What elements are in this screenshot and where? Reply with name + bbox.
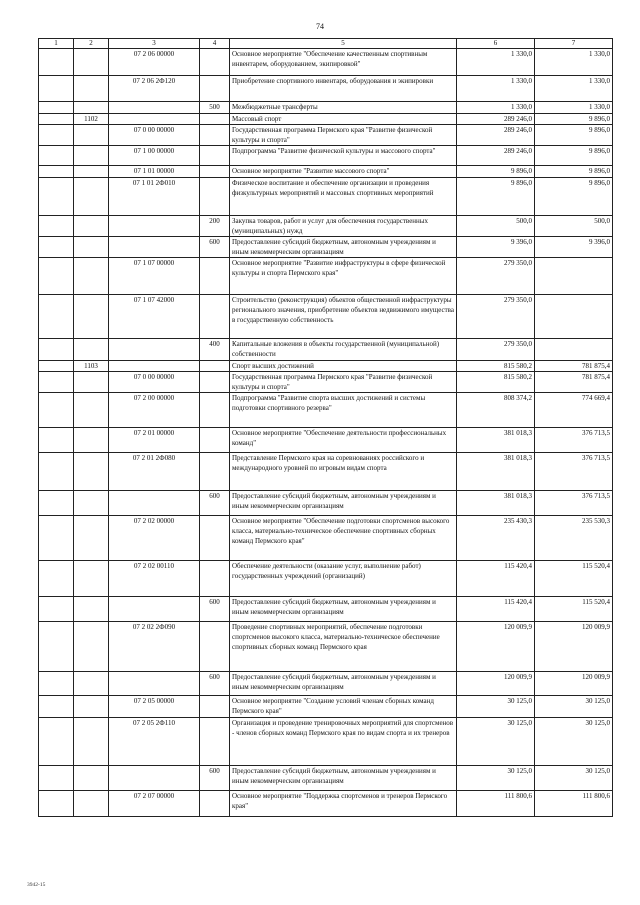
row-target-item-cell: 07 0 00 00000 xyxy=(109,372,200,393)
table-row xyxy=(39,125,613,146)
row-value-year1-cell: 279 350,0 xyxy=(457,339,535,361)
row-value-year2-cell xyxy=(535,295,613,339)
row-target-item-cell xyxy=(109,339,200,361)
row-expense-type-cell xyxy=(200,718,230,766)
row-value-year1-cell: 381 018,3 xyxy=(457,491,535,516)
row-value-year1-cell: 500,0 xyxy=(457,216,535,237)
row-subsection-cell xyxy=(74,372,109,393)
row-section-cell xyxy=(39,516,74,561)
row-subsection-cell xyxy=(74,146,109,166)
row-expense-type-cell xyxy=(200,49,230,76)
row-value-year2-cell: 120 009,9 xyxy=(535,672,613,696)
row-subsection-cell: 1102 xyxy=(74,114,109,125)
row-name-cell: Массовый спорт xyxy=(230,114,457,125)
table-row xyxy=(39,622,613,672)
row-target-item-cell xyxy=(109,672,200,696)
row-expense-type-cell xyxy=(200,453,230,491)
row-section-cell xyxy=(39,258,74,295)
row-section-cell xyxy=(39,237,74,258)
row-section-cell xyxy=(39,372,74,393)
row-value-year2-cell: 115 520,4 xyxy=(535,597,613,622)
row-target-item-cell xyxy=(109,102,200,114)
row-name-cell: Основное мероприятие "Поддержка спортсменов и тренеров Пермского края" xyxy=(230,791,457,817)
row-subsection-cell xyxy=(74,672,109,696)
row-target-item-cell xyxy=(109,766,200,791)
row-name-cell: Представление Пермского края на соревнованиях российского и международного уровней по игровым видам спорта xyxy=(230,453,457,491)
column-header: 7 xyxy=(535,39,613,49)
table-row xyxy=(39,516,613,561)
row-expense-type-cell xyxy=(200,258,230,295)
row-subsection-cell xyxy=(74,237,109,258)
row-value-year2-cell: 9 896,0 xyxy=(535,178,613,216)
row-subsection-cell xyxy=(74,428,109,453)
row-name-cell: Основное мероприятие "Обеспечение деятельности профессиональных команд" xyxy=(230,428,457,453)
table-row xyxy=(39,791,613,817)
row-target-item-cell: 07 1 07 00000 xyxy=(109,258,200,295)
row-subsection-cell xyxy=(74,561,109,597)
table-row xyxy=(39,114,613,125)
row-expense-type-cell xyxy=(200,696,230,718)
row-value-year1-cell: 279 350,0 xyxy=(457,258,535,295)
row-expense-type-cell: 500 xyxy=(200,102,230,114)
row-section-cell xyxy=(39,166,74,178)
row-value-year1-cell: 115 420,4 xyxy=(457,561,535,597)
row-value-year2-cell: 9 896,0 xyxy=(535,146,613,166)
row-value-year1-cell: 279 350,0 xyxy=(457,295,535,339)
column-header: 4 xyxy=(200,39,230,49)
row-value-year2-cell: 376 713,5 xyxy=(535,453,613,491)
table-row xyxy=(39,146,613,166)
row-value-year1-cell: 381 018,3 xyxy=(457,428,535,453)
row-target-item-cell xyxy=(109,114,200,125)
row-value-year2-cell: 9 896,0 xyxy=(535,125,613,146)
row-section-cell xyxy=(39,216,74,237)
row-name-cell: Предоставление субсидий бюджетным, автономным учреждениям и иным некоммерческим организациям xyxy=(230,766,457,791)
row-name-cell: Основное мероприятие "Развитие массового спорта" xyxy=(230,166,457,178)
row-target-item-cell xyxy=(109,361,200,372)
row-subsection-cell xyxy=(74,102,109,114)
row-section-cell xyxy=(39,339,74,361)
row-section-cell xyxy=(39,428,74,453)
row-subsection-cell xyxy=(74,178,109,216)
row-expense-type-cell xyxy=(200,295,230,339)
table-row xyxy=(39,361,613,372)
row-name-cell: Закупка товаров, работ и услуг для обеспечения государственных (муниципальных) нужд xyxy=(230,216,457,237)
row-section-cell xyxy=(39,295,74,339)
table-row xyxy=(39,295,613,339)
row-value-year1-cell: 1 330,0 xyxy=(457,49,535,76)
row-expense-type-cell xyxy=(200,125,230,146)
row-value-year2-cell: 774 669,4 xyxy=(535,393,613,428)
row-name-cell: Предоставление субсидий бюджетным, автономным учреждениям и иным некоммерческим организациям xyxy=(230,237,457,258)
table-row xyxy=(39,237,613,258)
row-subsection-cell xyxy=(74,622,109,672)
row-name-cell: Государственная программа Пермского края "Развитие физической культуры и спорта" xyxy=(230,125,457,146)
row-section-cell xyxy=(39,718,74,766)
row-subsection-cell xyxy=(74,295,109,339)
row-name-cell: Основное мероприятие "Создание условий членам сборных команд Пермского края" xyxy=(230,696,457,718)
row-value-year2-cell: 376 713,5 xyxy=(535,428,613,453)
row-value-year2-cell: 1 330,0 xyxy=(535,102,613,114)
row-name-cell: Подпрограмма "Развитие физической культуры и массового спорта" xyxy=(230,146,457,166)
table-row xyxy=(39,696,613,718)
row-expense-type-cell xyxy=(200,561,230,597)
row-value-year1-cell: 815 580,2 xyxy=(457,372,535,393)
row-value-year1-cell: 9 896,0 xyxy=(457,178,535,216)
row-value-year2-cell: 30 125,0 xyxy=(535,766,613,791)
row-subsection-cell xyxy=(74,339,109,361)
row-value-year1-cell: 120 009,9 xyxy=(457,622,535,672)
row-value-year1-cell: 120 009,9 xyxy=(457,672,535,696)
row-value-year2-cell: 1 330,0 xyxy=(535,49,613,76)
row-subsection-cell xyxy=(74,718,109,766)
row-name-cell: Строительство (реконструкция) объектов общественной инфраструктуры регионального значения, приобретение объектов недвижимого имущества в государственную собственность xyxy=(230,295,457,339)
row-section-cell xyxy=(39,361,74,372)
row-section-cell xyxy=(39,597,74,622)
row-name-cell: Обеспечение деятельности (оказание услуг, выполнение работ) государственных учреждений (организаций) xyxy=(230,561,457,597)
table-row xyxy=(39,178,613,216)
row-expense-type-cell: 400 xyxy=(200,339,230,361)
row-subsection-cell xyxy=(74,453,109,491)
row-target-item-cell: 07 0 00 00000 xyxy=(109,125,200,146)
row-section-cell xyxy=(39,49,74,76)
row-target-item-cell: 07 2 06 00000 xyxy=(109,49,200,76)
row-value-year2-cell: 500,0 xyxy=(535,216,613,237)
row-expense-type-cell: 600 xyxy=(200,766,230,791)
row-target-item-cell: 07 2 06 2Ф120 xyxy=(109,76,200,102)
table-row xyxy=(39,216,613,237)
table-row xyxy=(39,766,613,791)
row-target-item-cell: 07 1 07 42000 xyxy=(109,295,200,339)
row-expense-type-cell xyxy=(200,146,230,166)
column-header: 6 xyxy=(457,39,535,49)
row-name-cell: Предоставление субсидий бюджетным, автономным учреждениям и иным некоммерческим организациям xyxy=(230,491,457,516)
row-expense-type-cell xyxy=(200,622,230,672)
row-section-cell xyxy=(39,146,74,166)
table-row xyxy=(39,718,613,766)
table-row xyxy=(39,372,613,393)
row-expense-type-cell: 600 xyxy=(200,597,230,622)
row-value-year1-cell: 1 330,0 xyxy=(457,76,535,102)
row-section-cell xyxy=(39,453,74,491)
row-name-cell: Предоставление субсидий бюджетным, автономным учреждениям и иным некоммерческим организациям xyxy=(230,672,457,696)
row-subsection-cell xyxy=(74,696,109,718)
row-value-year2-cell: 1 330,0 xyxy=(535,76,613,102)
row-expense-type-cell xyxy=(200,372,230,393)
row-name-cell: Основное мероприятие "Обеспечение качественным спортивным инвентарем, оборудованием, экипировкой" xyxy=(230,49,457,76)
row-value-year1-cell: 235 430,3 xyxy=(457,516,535,561)
row-expense-type-cell: 600 xyxy=(200,491,230,516)
row-value-year2-cell xyxy=(535,258,613,295)
row-expense-type-cell xyxy=(200,76,230,102)
row-expense-type-cell: 600 xyxy=(200,237,230,258)
row-target-item-cell: 07 1 01 2Ф010 xyxy=(109,178,200,216)
column-header: 2 xyxy=(74,39,109,49)
row-value-year1-cell: 30 125,0 xyxy=(457,718,535,766)
row-target-item-cell: 07 2 02 2Ф090 xyxy=(109,622,200,672)
column-header: 1 xyxy=(39,39,74,49)
row-value-year1-cell: 9 896,0 xyxy=(457,166,535,178)
row-target-item-cell: 07 2 02 00110 xyxy=(109,561,200,597)
row-subsection-cell xyxy=(74,166,109,178)
row-name-cell: Государственная программа Пермского края "Развитие физической культуры и спорта" xyxy=(230,372,457,393)
row-name-cell: Предоставление субсидий бюджетным, автономным учреждениям и иным некоммерческим организациям xyxy=(230,597,457,622)
table-row xyxy=(39,102,613,114)
row-value-year2-cell: 9 896,0 xyxy=(535,114,613,125)
row-section-cell xyxy=(39,491,74,516)
row-value-year1-cell: 289 246,0 xyxy=(457,146,535,166)
row-subsection-cell xyxy=(74,76,109,102)
row-target-item-cell xyxy=(109,597,200,622)
row-value-year2-cell: 30 125,0 xyxy=(535,696,613,718)
row-value-year1-cell: 115 420,4 xyxy=(457,597,535,622)
table-header-row xyxy=(39,39,613,49)
row-expense-type-cell xyxy=(200,178,230,216)
table-row xyxy=(39,166,613,178)
row-target-item-cell: 07 2 05 00000 xyxy=(109,696,200,718)
row-subsection-cell xyxy=(74,125,109,146)
row-target-item-cell xyxy=(109,216,200,237)
row-subsection-cell xyxy=(74,597,109,622)
row-value-year2-cell: 376 713,5 xyxy=(535,491,613,516)
row-section-cell xyxy=(39,766,74,791)
row-value-year2-cell: 111 800,6 xyxy=(535,791,613,817)
table-row xyxy=(39,597,613,622)
row-expense-type-cell: 600 xyxy=(200,672,230,696)
table-row xyxy=(39,453,613,491)
row-value-year1-cell: 9 396,0 xyxy=(457,237,535,258)
row-target-item-cell: 07 2 07 00000 xyxy=(109,791,200,817)
row-subsection-cell xyxy=(74,766,109,791)
row-value-year2-cell: 9 396,0 xyxy=(535,237,613,258)
column-header: 5 xyxy=(230,39,457,49)
table-row xyxy=(39,339,613,361)
row-name-cell: Основное мероприятие "Развитие инфраструктуры в сфере физической культуры и спорта Пермского края" xyxy=(230,258,457,295)
row-section-cell xyxy=(39,76,74,102)
row-section-cell xyxy=(39,672,74,696)
row-expense-type-cell xyxy=(200,516,230,561)
row-target-item-cell: 07 2 00 00000 xyxy=(109,393,200,428)
row-value-year2-cell: 781 875,4 xyxy=(535,361,613,372)
row-section-cell xyxy=(39,114,74,125)
row-value-year1-cell: 815 580,2 xyxy=(457,361,535,372)
row-name-cell: Подпрограмма "Развитие спорта высших достижений и системы подготовки спортивного резерва" xyxy=(230,393,457,428)
row-subsection-cell xyxy=(74,216,109,237)
row-subsection-cell xyxy=(74,491,109,516)
row-subsection-cell xyxy=(74,258,109,295)
row-name-cell: Капитальные вложения в объекты государственной (муниципальной) собственности xyxy=(230,339,457,361)
row-subsection-cell xyxy=(74,791,109,817)
row-name-cell: Основное мероприятие "Обеспечение подготовки спортсменов высокого класса, материально-техническое обеспечение спортивных сборных команд Пермского края" xyxy=(230,516,457,561)
row-target-item-cell: 07 2 02 00000 xyxy=(109,516,200,561)
row-value-year2-cell: 120 009,9 xyxy=(535,622,613,672)
column-header: 3 xyxy=(109,39,200,49)
row-value-year1-cell: 289 246,0 xyxy=(457,114,535,125)
row-value-year1-cell: 289 246,0 xyxy=(457,125,535,146)
row-target-item-cell: 07 1 01 00000 xyxy=(109,166,200,178)
row-value-year2-cell: 115 520,4 xyxy=(535,561,613,597)
row-section-cell xyxy=(39,178,74,216)
row-value-year1-cell: 1 330,0 xyxy=(457,102,535,114)
row-expense-type-cell xyxy=(200,393,230,428)
budget-table xyxy=(38,38,613,817)
row-value-year2-cell xyxy=(535,339,613,361)
table-row xyxy=(39,49,613,76)
row-subsection-cell xyxy=(74,49,109,76)
row-target-item-cell xyxy=(109,237,200,258)
row-section-cell xyxy=(39,393,74,428)
row-section-cell xyxy=(39,622,74,672)
row-subsection-cell xyxy=(74,393,109,428)
table-row xyxy=(39,393,613,428)
row-value-year2-cell: 9 896,0 xyxy=(535,166,613,178)
row-target-item-cell: 07 2 01 00000 xyxy=(109,428,200,453)
table-row xyxy=(39,672,613,696)
row-name-cell: Физическое воспитание и обеспечение организации и проведения физкультурных мероприятий и массовых спортивных мероприятий xyxy=(230,178,457,216)
row-value-year1-cell: 381 018,3 xyxy=(457,453,535,491)
table-row xyxy=(39,258,613,295)
row-expense-type-cell: 200 xyxy=(200,216,230,237)
row-target-item-cell: 07 2 01 2Ф080 xyxy=(109,453,200,491)
row-expense-type-cell xyxy=(200,361,230,372)
row-value-year2-cell: 30 125,0 xyxy=(535,718,613,766)
row-expense-type-cell xyxy=(200,114,230,125)
row-value-year2-cell: 235 530,3 xyxy=(535,516,613,561)
row-section-cell xyxy=(39,102,74,114)
row-section-cell xyxy=(39,791,74,817)
row-expense-type-cell xyxy=(200,428,230,453)
row-section-cell xyxy=(39,696,74,718)
row-expense-type-cell xyxy=(200,166,230,178)
row-target-item-cell: 07 2 05 2Ф110 xyxy=(109,718,200,766)
row-name-cell: Организация и проведение тренировочных мероприятий для спортсменов - членов сборных команд Пермского края по видам спорта и их тренеров xyxy=(230,718,457,766)
row-subsection-cell xyxy=(74,516,109,561)
table-row xyxy=(39,428,613,453)
table-row xyxy=(39,491,613,516)
row-name-cell: Проведение спортивных мероприятий, обеспечение подготовки спортсменов высокого класса, материально-техническое обеспечение спортивных сборных команд Пермского края xyxy=(230,622,457,672)
row-value-year1-cell: 808 374,2 xyxy=(457,393,535,428)
row-name-cell: Приобретение спортивного инвентаря, оборудования и экипировки xyxy=(230,76,457,102)
table-row xyxy=(39,561,613,597)
row-subsection-cell: 1103 xyxy=(74,361,109,372)
row-expense-type-cell xyxy=(200,791,230,817)
document-code: 3942-15 xyxy=(27,882,46,888)
row-value-year2-cell: 781 875,4 xyxy=(535,372,613,393)
row-value-year1-cell: 30 125,0 xyxy=(457,696,535,718)
row-section-cell xyxy=(39,561,74,597)
row-target-item-cell: 07 1 00 00000 xyxy=(109,146,200,166)
table-row xyxy=(39,76,613,102)
row-name-cell: Межбюджетные трансферты xyxy=(230,102,457,114)
row-value-year1-cell: 30 125,0 xyxy=(457,766,535,791)
page-number: 74 xyxy=(316,22,324,31)
row-value-year1-cell: 111 800,6 xyxy=(457,791,535,817)
row-name-cell: Спорт высших достижений xyxy=(230,361,457,372)
row-section-cell xyxy=(39,125,74,146)
row-target-item-cell xyxy=(109,491,200,516)
